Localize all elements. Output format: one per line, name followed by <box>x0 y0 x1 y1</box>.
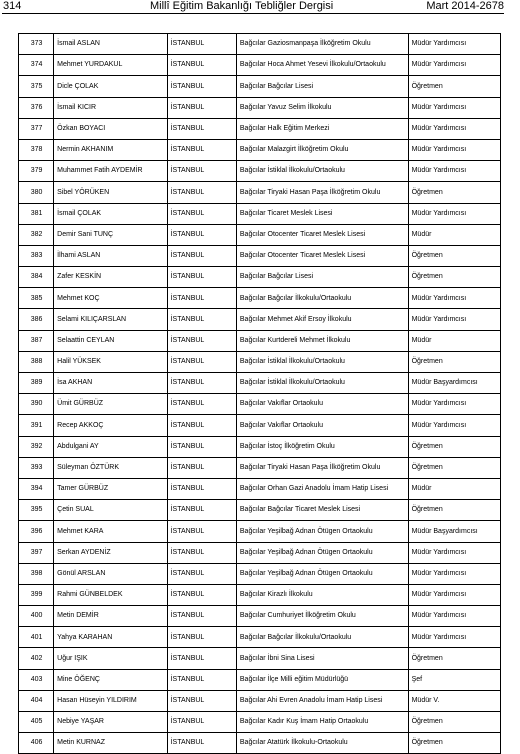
table-row <box>19 712 501 733</box>
table-row <box>19 606 501 627</box>
institution: Bağcılar Bağcılar Lisesi <box>236 267 408 288</box>
position: Müdür Yardımcısı <box>408 542 500 563</box>
row-number: 392 <box>19 436 54 457</box>
city: İSTANBUL <box>167 648 236 669</box>
city: İSTANBUL <box>167 733 236 754</box>
row-number: 404 <box>19 690 54 711</box>
person-name: Nebiye YAŞAR <box>54 712 167 733</box>
city: İSTANBUL <box>167 97 236 118</box>
row-number: 380 <box>19 182 54 203</box>
table-row <box>19 733 501 754</box>
row-number: 398 <box>19 563 54 584</box>
table-row <box>19 563 501 584</box>
table-row <box>19 584 501 605</box>
row-number: 387 <box>19 330 54 351</box>
position: Müdür Yardımcısı <box>408 118 500 139</box>
table-row <box>19 161 501 182</box>
position: Müdür Yardımcısı <box>408 627 500 648</box>
position: Öğretmen <box>408 351 500 372</box>
institution: Bağcılar Tiryaki Hasan Paşa İlköğretim Okulu <box>236 457 408 478</box>
person-name: Hasan Hüseyin YILDIRIM <box>54 690 167 711</box>
row-number: 391 <box>19 415 54 436</box>
table-row <box>19 500 501 521</box>
city: İSTANBUL <box>167 478 236 499</box>
table-row <box>19 288 501 309</box>
institution: Bağcılar Hoca Ahmet Yesevi İlkokulu/Ortaokulu <box>236 55 408 76</box>
institution: Bağcılar Kadır Kuş İmam Hatip Ortaokulu <box>236 712 408 733</box>
institution: Bağcılar İstiklal İlkokulu/Ortaokulu <box>236 161 408 182</box>
table-row <box>19 373 501 394</box>
person-name: Mine ÖĞENÇ <box>54 669 167 690</box>
institution: Bağcılar Orhan Gazi Anadolu İmam Hatip Lisesi <box>236 478 408 499</box>
city: İSTANBUL <box>167 500 236 521</box>
city: İSTANBUL <box>167 415 236 436</box>
institution: Bağcılar İstoç İlköğretim Okulu <box>236 436 408 457</box>
city: İSTANBUL <box>167 224 236 245</box>
person-name: Selami KILIÇARSLAN <box>54 309 167 330</box>
position: Müdür Yardımcısı <box>408 309 500 330</box>
table-row <box>19 521 501 542</box>
person-name: Yahya KARAHAN <box>54 627 167 648</box>
city: İSTANBUL <box>167 457 236 478</box>
person-name: Nermin AKHANIM <box>54 139 167 160</box>
institution: Bağcılar Mehmet Akif Ersoy İlkokulu <box>236 309 408 330</box>
row-number: 382 <box>19 224 54 245</box>
page-number: 314 <box>3 0 22 12</box>
person-name: İsmail ASLAN <box>54 34 167 55</box>
person-name: Süleyman ÖZTÜRK <box>54 457 167 478</box>
institution: Bağcılar Otocenter Ticaret Meslek Lisesi <box>236 245 408 266</box>
person-name: Metin KURNAZ <box>54 733 167 754</box>
row-number: 389 <box>19 373 54 394</box>
position: Müdür Yardımcısı <box>408 563 500 584</box>
person-name: Recep AKKOÇ <box>54 415 167 436</box>
row-number: 394 <box>19 478 54 499</box>
city: İSTANBUL <box>167 203 236 224</box>
person-name: Selaattin CEYLAN <box>54 330 167 351</box>
city: İSTANBUL <box>167 34 236 55</box>
institution: Bağcılar Bağcılar İlkokulu/Ortaokulu <box>236 288 408 309</box>
table-row <box>19 457 501 478</box>
person-name: İsmail ÇOLAK <box>54 203 167 224</box>
institution: Bağcılar Ticaret Meslek Lisesi <box>236 203 408 224</box>
institution: Bağcılar İlçe Milli eğitim Müdürlüğü <box>236 669 408 690</box>
position: Şef <box>408 669 500 690</box>
institution: Bağcılar Malazgirt İlköğretim Okulu <box>236 139 408 160</box>
row-number: 381 <box>19 203 54 224</box>
city: İSTANBUL <box>167 436 236 457</box>
table-row <box>19 351 501 372</box>
position: Müdür Yardımcısı <box>408 203 500 224</box>
city: İSTANBUL <box>167 690 236 711</box>
row-number: 395 <box>19 500 54 521</box>
city: İSTANBUL <box>167 627 236 648</box>
table-row <box>19 690 501 711</box>
person-name: İsa AKHAN <box>54 373 167 394</box>
position: Müdür <box>408 330 500 351</box>
row-number: 377 <box>19 118 54 139</box>
institution: Bağcılar Yavuz Selim İlkokulu <box>236 97 408 118</box>
person-name: Metin DEMİR <box>54 606 167 627</box>
city: İSTANBUL <box>167 606 236 627</box>
table-row <box>19 97 501 118</box>
position: Müdür Yardımcısı <box>408 55 500 76</box>
row-number: 403 <box>19 669 54 690</box>
position: Öğretmen <box>408 733 500 754</box>
institution: Bağcılar Kirazlı İlkokulu <box>236 584 408 605</box>
city: İSTANBUL <box>167 161 236 182</box>
row-number: 390 <box>19 394 54 415</box>
person-name: İsmail KICIR <box>54 97 167 118</box>
city: İSTANBUL <box>167 712 236 733</box>
table-row <box>19 542 501 563</box>
institution: Bağcılar Yeşilbağ Adnan Ötügen Ortaokulu <box>236 521 408 542</box>
city: İSTANBUL <box>167 182 236 203</box>
position: Müdür V. <box>408 690 500 711</box>
institution: Bağcılar Bağcılar Lisesi <box>236 76 408 97</box>
institution: Bağcılar Bağcılar İlkokulu/Ortaokulu <box>236 627 408 648</box>
city: İSTANBUL <box>167 309 236 330</box>
row-number: 384 <box>19 267 54 288</box>
position: Öğretmen <box>408 712 500 733</box>
table-row <box>19 267 501 288</box>
position: Öğretmen <box>408 500 500 521</box>
city: İSTANBUL <box>167 351 236 372</box>
position: Öğretmen <box>408 457 500 478</box>
institution: Bağcılar Halk Eğitim Merkezi <box>236 118 408 139</box>
person-name: Zafer KESKİN <box>54 267 167 288</box>
institution: Bağcılar Tiryaki Hasan Paşa İlköğretim Okulu <box>236 182 408 203</box>
position: Müdür Yardımcısı <box>408 34 500 55</box>
position: Müdür Yardımcısı <box>408 415 500 436</box>
institution: Bağcılar Atatürk İlkokulu-Ortaokulu <box>236 733 408 754</box>
position: Müdür Yardımcısı <box>408 394 500 415</box>
journal-title: Millî Eğitim Bakanlığı Tebliğler Dergisi <box>150 0 334 12</box>
table-row <box>19 203 501 224</box>
row-number: 373 <box>19 34 54 55</box>
person-name: Abdulgani AY <box>54 436 167 457</box>
row-number: 402 <box>19 648 54 669</box>
city: İSTANBUL <box>167 584 236 605</box>
position: Müdür Başyardımcısı <box>408 373 500 394</box>
city: İSTANBUL <box>167 373 236 394</box>
person-name: İlhami ASLAN <box>54 245 167 266</box>
row-number: 375 <box>19 76 54 97</box>
table-row <box>19 436 501 457</box>
city: İSTANBUL <box>167 330 236 351</box>
row-number: 376 <box>19 97 54 118</box>
position: Müdür Başyardımcısı <box>408 521 500 542</box>
table-body <box>19 34 501 754</box>
city: İSTANBUL <box>167 669 236 690</box>
institution: Bağcılar Vakıflar Ortaokulu <box>236 394 408 415</box>
institution: Bağcılar Otocenter Ticaret Meslek Lisesi <box>236 224 408 245</box>
person-name: Muhammet Fatih AYDEMİR <box>54 161 167 182</box>
table-row <box>19 309 501 330</box>
position: Müdür Yardımcısı <box>408 97 500 118</box>
person-name: Tamer GÜRBÜZ <box>54 478 167 499</box>
person-name: Mehmet YURDAKUL <box>54 55 167 76</box>
position: Öğretmen <box>408 648 500 669</box>
city: İSTANBUL <box>167 118 236 139</box>
row-number: 388 <box>19 351 54 372</box>
table-row <box>19 394 501 415</box>
position: Müdür Yardımcısı <box>408 288 500 309</box>
position: Öğretmen <box>408 76 500 97</box>
person-name: Mehmet KARA <box>54 521 167 542</box>
row-number: 379 <box>19 161 54 182</box>
header-rule <box>2 13 504 14</box>
row-number: 386 <box>19 309 54 330</box>
position: Müdür Yardımcısı <box>408 584 500 605</box>
person-name: Rahmi GÜNBELDEK <box>54 584 167 605</box>
row-number: 406 <box>19 733 54 754</box>
city: İSTANBUL <box>167 521 236 542</box>
row-number: 383 <box>19 245 54 266</box>
table-row <box>19 669 501 690</box>
row-number: 393 <box>19 457 54 478</box>
table-row <box>19 245 501 266</box>
institution: Bağcılar Vakıflar Ortaokulu <box>236 415 408 436</box>
position: Müdür Yardımcısı <box>408 139 500 160</box>
person-name: Serkan AYDENİZ <box>54 542 167 563</box>
person-name: Gönül ARSLAN <box>54 563 167 584</box>
person-name: Mehmet KOÇ <box>54 288 167 309</box>
table-row <box>19 182 501 203</box>
person-name: Özkan BOYACI <box>54 118 167 139</box>
table-row <box>19 76 501 97</box>
city: İSTANBUL <box>167 55 236 76</box>
city: İSTANBUL <box>167 139 236 160</box>
row-number: 396 <box>19 521 54 542</box>
city: İSTANBUL <box>167 394 236 415</box>
institution: Bağcılar İstiklal İlkokulu/Ortaokulu <box>236 373 408 394</box>
position: Müdür Yardımcısı <box>408 161 500 182</box>
person-name: Halil YÜKSEK <box>54 351 167 372</box>
row-number: 405 <box>19 712 54 733</box>
row-number: 400 <box>19 606 54 627</box>
issue-date: Mart 2014-2678 <box>426 0 504 12</box>
city: İSTANBUL <box>167 563 236 584</box>
institution: Bağcılar İbni Sina Lisesi <box>236 648 408 669</box>
city: İSTANBUL <box>167 542 236 563</box>
person-name: Demir Sani TUNÇ <box>54 224 167 245</box>
position: Öğretmen <box>408 182 500 203</box>
institution: Bağcılar Gaziosmanpaşa İlköğretim Okulu <box>236 34 408 55</box>
row-number: 374 <box>19 55 54 76</box>
person-name: Ümit GÜRBÜZ <box>54 394 167 415</box>
person-name: Sibel YÖRÜKEN <box>54 182 167 203</box>
table-row <box>19 224 501 245</box>
personnel-table <box>18 33 501 754</box>
position: Öğretmen <box>408 267 500 288</box>
table-row <box>19 478 501 499</box>
table-row <box>19 118 501 139</box>
table-row <box>19 627 501 648</box>
table-row <box>19 330 501 351</box>
institution: Bağcılar Bağcılar Ticaret Meslek Lisesi <box>236 500 408 521</box>
city: İSTANBUL <box>167 245 236 266</box>
city: İSTANBUL <box>167 267 236 288</box>
table-row <box>19 34 501 55</box>
row-number: 378 <box>19 139 54 160</box>
person-name: Dicle ÇOLAK <box>54 76 167 97</box>
institution: Bağcılar Cumhuriyet İlköğretim Okulu <box>236 606 408 627</box>
table-row <box>19 648 501 669</box>
position: Müdür <box>408 224 500 245</box>
person-name: Çetin SUAL <box>54 500 167 521</box>
city: İSTANBUL <box>167 288 236 309</box>
institution: Bağcılar Yeşilbağ Adnan Ötügen Ortaokulu <box>236 563 408 584</box>
table-row <box>19 139 501 160</box>
institution: Bağcılar Ahi Evren Anadolu İmam Hatip Lisesi <box>236 690 408 711</box>
row-number: 385 <box>19 288 54 309</box>
table-row <box>19 55 501 76</box>
page-header <box>0 0 520 14</box>
person-name: Uğur IŞIK <box>54 648 167 669</box>
institution: Bağcılar İstiklal İlkokulu/Ortaokulu <box>236 351 408 372</box>
position: Müdür Yardımcısı <box>408 606 500 627</box>
row-number: 397 <box>19 542 54 563</box>
institution: Bağcılar Yeşilbağ Adnan Ötügen Ortaokulu <box>236 542 408 563</box>
table-row <box>19 415 501 436</box>
position: Öğretmen <box>408 245 500 266</box>
institution: Bağcılar Kurtdereli Mehmet İlkokulu <box>236 330 408 351</box>
position: Öğretmen <box>408 436 500 457</box>
city: İSTANBUL <box>167 76 236 97</box>
position: Müdür <box>408 478 500 499</box>
row-number: 401 <box>19 627 54 648</box>
row-number: 399 <box>19 584 54 605</box>
